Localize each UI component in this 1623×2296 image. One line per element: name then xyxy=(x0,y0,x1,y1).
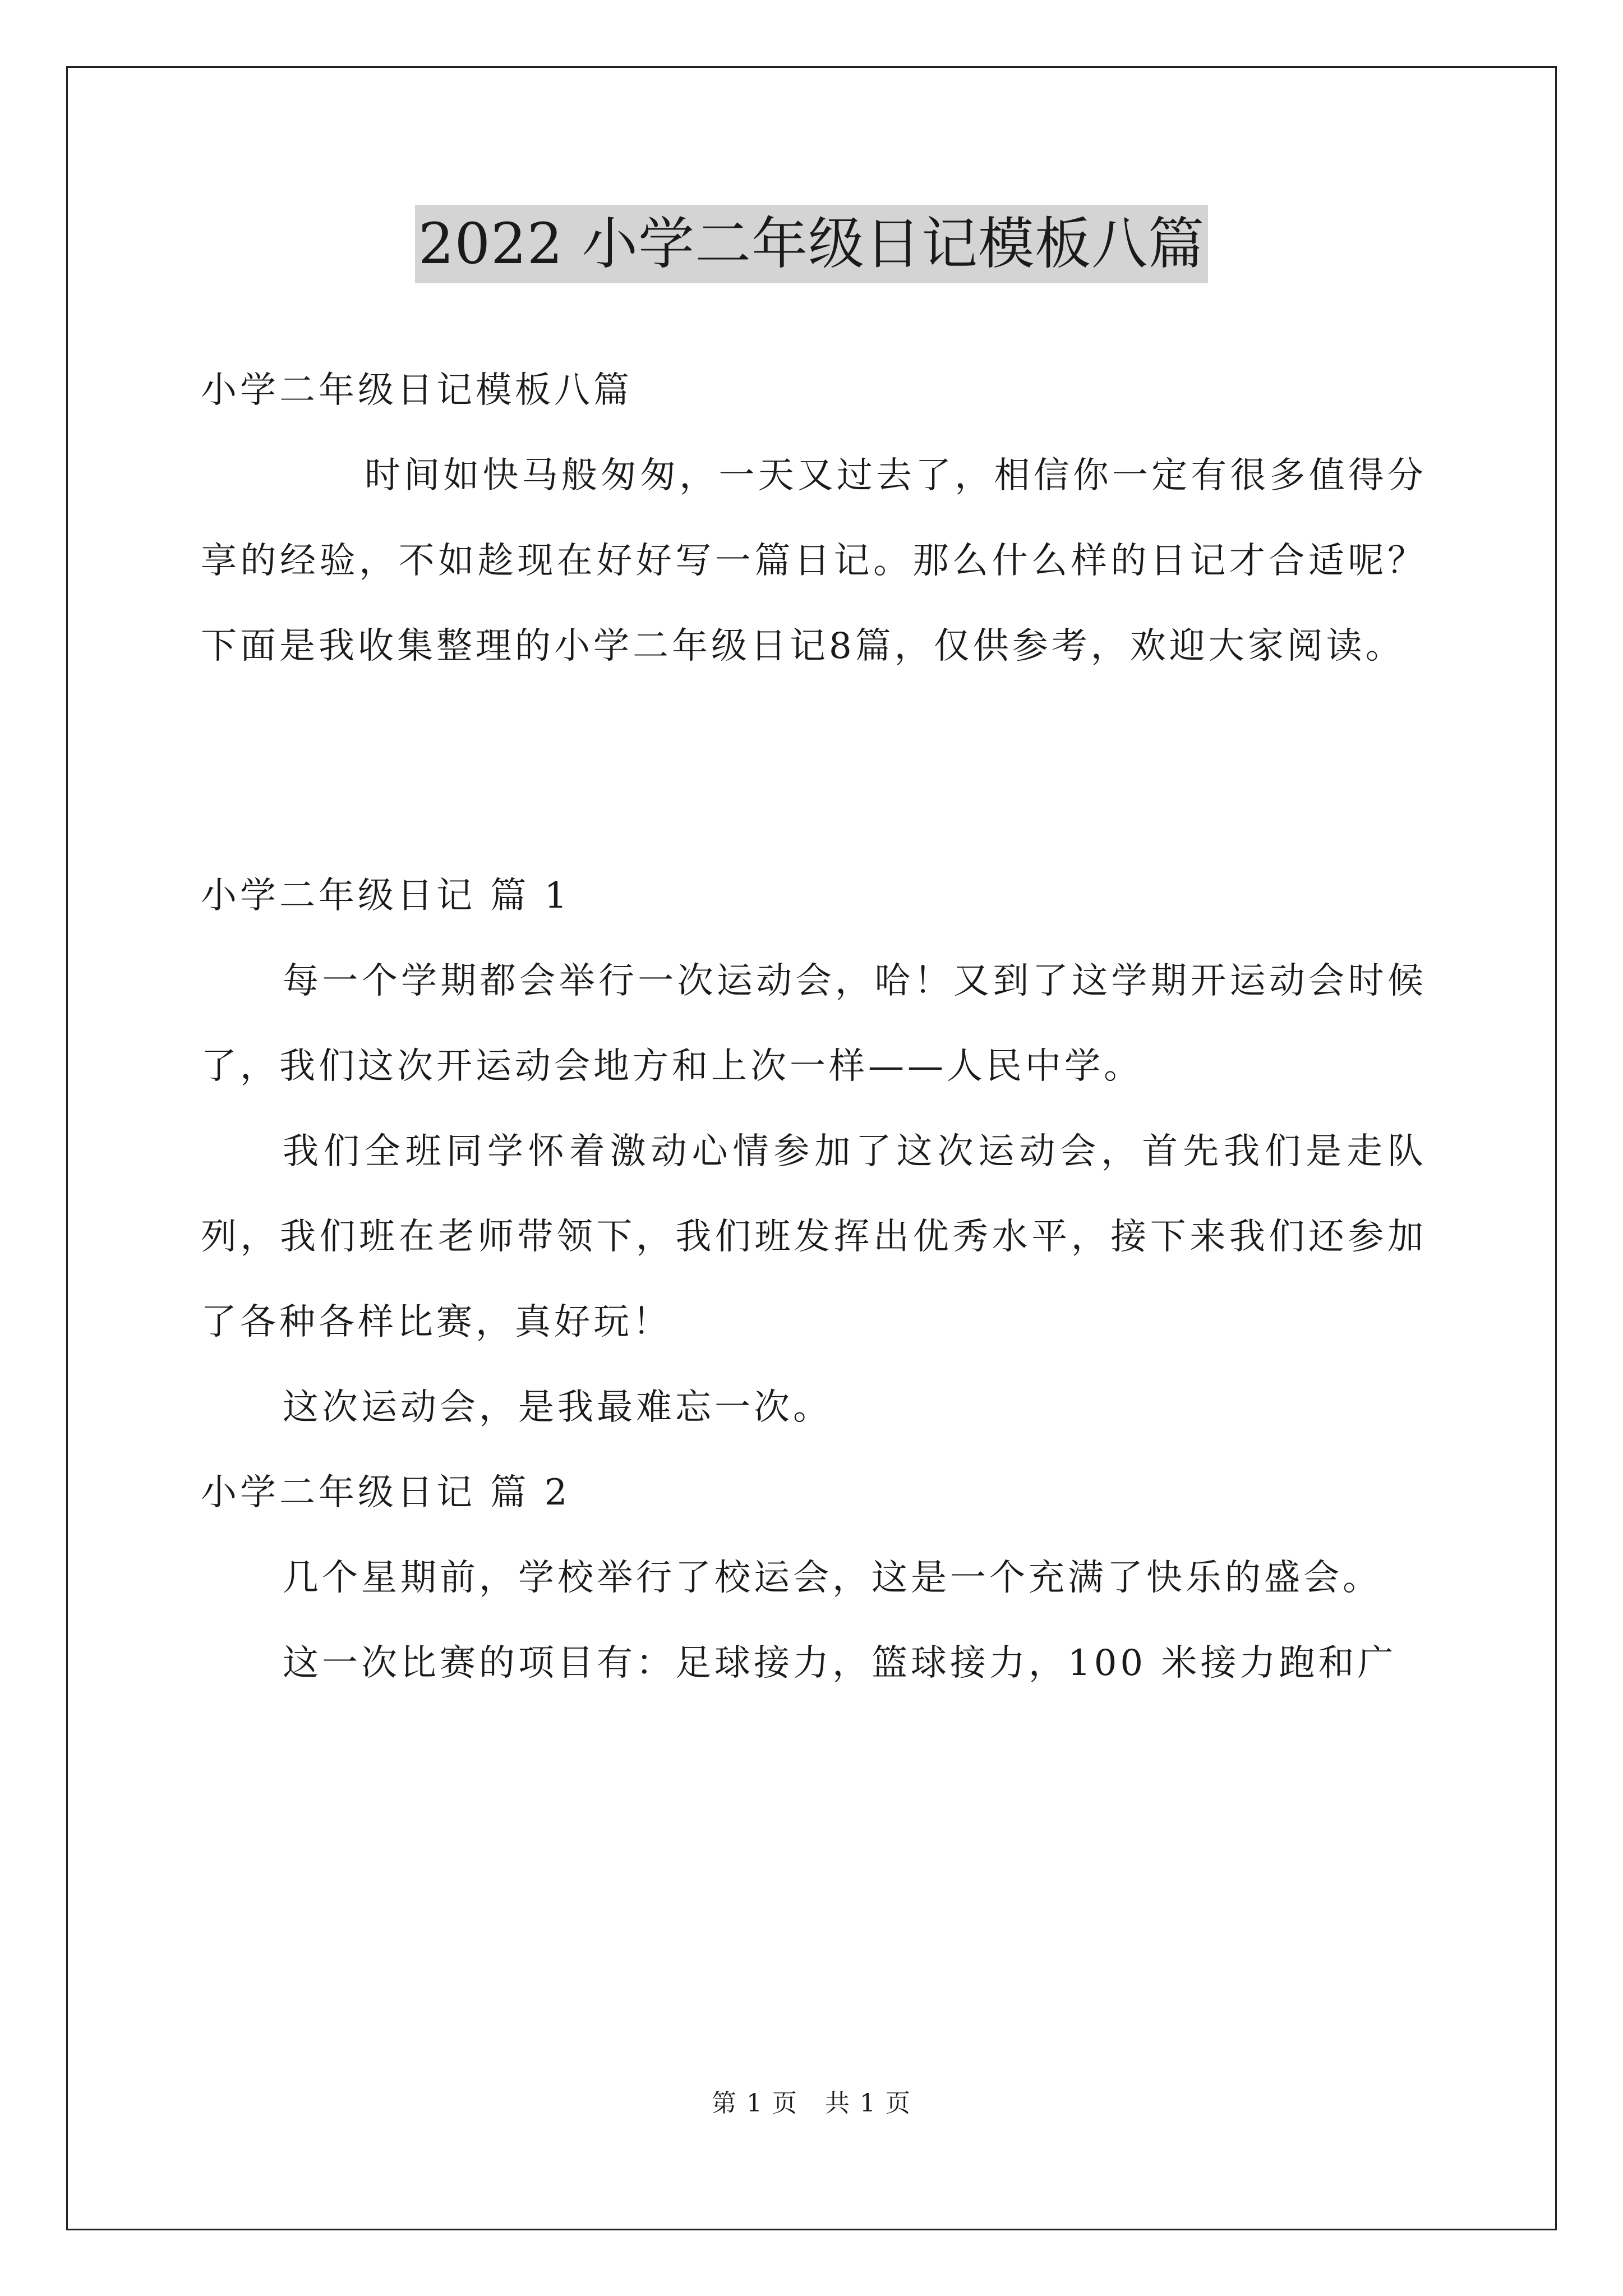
subtitle: 小学二年级日记模板八篇 xyxy=(201,370,633,411)
document-title: 2022 小学二年级日记模板八篇 xyxy=(415,205,1208,283)
page-number-total: 共 1 页 xyxy=(825,2089,911,2118)
title-container xyxy=(0,205,1623,283)
section-2-paragraph-1: 几个星期前，学校举行了校运会，这是一个充满了快乐的盛会。 xyxy=(283,1557,1382,1599)
section-1-paragraph-2: 我们全班同学怀着激动心情参加了这次运动会，首先我们是走队列，我们班在老师带领下，我们班发挥出优秀水平，接下来我们还参加了各种各样比赛，真好玩！ xyxy=(201,1131,1427,1343)
document-body xyxy=(201,348,1427,1706)
page-number-current: 第 1 页 xyxy=(712,2089,798,2118)
page-footer xyxy=(0,2087,1623,2120)
section-heading-1: 小学二年级日记 篇 1 xyxy=(201,875,571,917)
section-heading-2: 小学二年级日记 篇 2 xyxy=(201,1472,571,1513)
section-1-paragraph-1: 每一个学期都会举行一次运动会，哈！又到了这学期开运动会时候了，我们这次开运动会地方和上次一样——人民中学。 xyxy=(201,960,1427,1087)
section-1-paragraph-3: 这次运动会，是我最难忘一次。 xyxy=(283,1387,832,1428)
section-2-paragraph-2: 这一次比赛的项目有：足球接力，篮球接力，100 米接力跑和广 xyxy=(283,1642,1397,1684)
intro-paragraph: 时间如快马般匆匆，一天又过去了，相信你一定有很多值得分享的经验，不如趁现在好好写一篇日记。那么什么样的日记才合适呢？下面是我收集整理的小学二年级日记8篇，仅供参考，欢迎大家阅读。 xyxy=(201,455,1427,667)
